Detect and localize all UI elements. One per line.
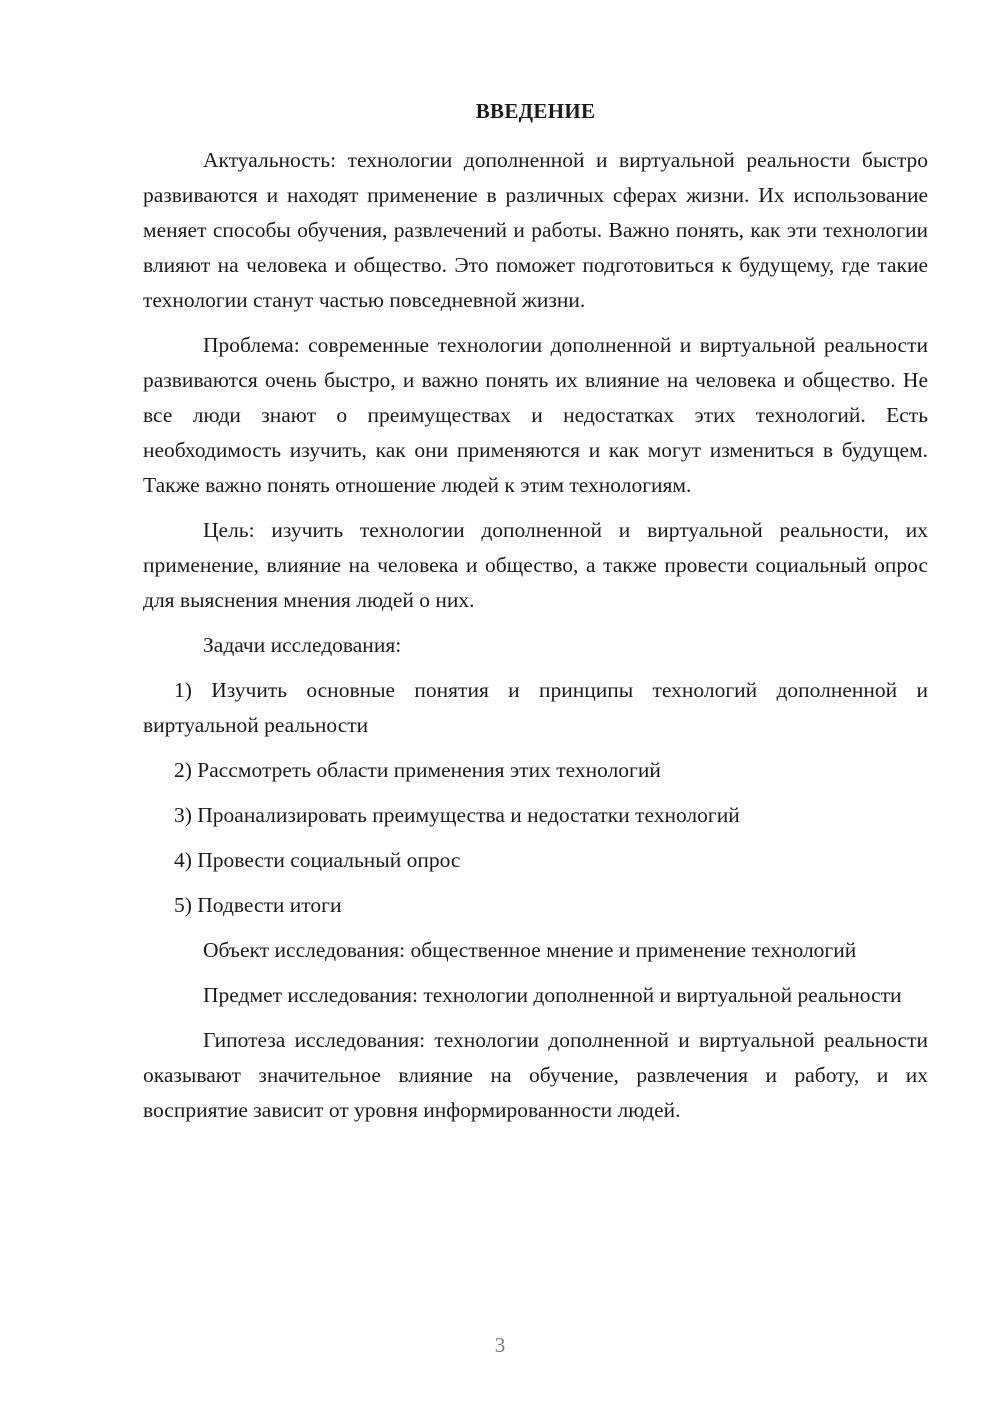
goal-paragraph: Цель: изучить технологии дополненной и виртуальной реальности, их применение, влияние на человека и общество, а также провести социальный опрос для выяснения мнения людей о них. [143,518,928,612]
task-item-4: 4) Провести социальный опрос [174,848,461,872]
object-paragraph: Объект исследования: общественное мнение и применение технологий [203,938,857,962]
task-item-5: 5) Подвести итоги [174,893,342,917]
tasks-heading: Задачи исследования: [203,633,402,657]
page-number: 3 [494,1333,506,1357]
task-item-2: 2) Рассмотреть области применения этих технологий [174,758,661,782]
subject-paragraph: Предмет исследования: технологии дополненной и виртуальной реальности [203,983,902,1007]
section-title: ВВЕДЕНИЕ [475,99,596,123]
relevance-paragraph: Актуальность: технологии дополненной и виртуальной реальности быстро развиваются и находят применение в различных сферах жизни. Их использование меняет способы обучения, развлечений и работы. Важно понять, как эти технологии влияют на человека и общество. Это поможет подготовиться к будущему, где такие технологии станут частью повседневной жизни. [143,148,928,312]
task-item-1: 1) Изучить основные понятия и принципы технологий дополненной и виртуальной реальности [143,678,928,737]
problem-paragraph: Проблема: современные технологии дополненной и виртуальной реальности развиваются очень быстро, и важно понять их влияние на человека и общество. Не все люди знают о преимуществах и недостатках этих технологий. Есть необходимость изучить, как они применяются и как могут измениться в будущем. Также важно понять отношение людей к этим технологиям. [143,333,928,497]
task-item-3: 3) Проанализировать преимущества и недостатки технологий [174,803,740,827]
document-page [143,95,928,1138]
hypothesis-paragraph: Гипотеза исследования: технологии дополненной и виртуальной реальности оказывают значительное влияние на обучение, развлечения и работу, и их восприятие зависит от уровня информированности людей. [143,1028,928,1122]
